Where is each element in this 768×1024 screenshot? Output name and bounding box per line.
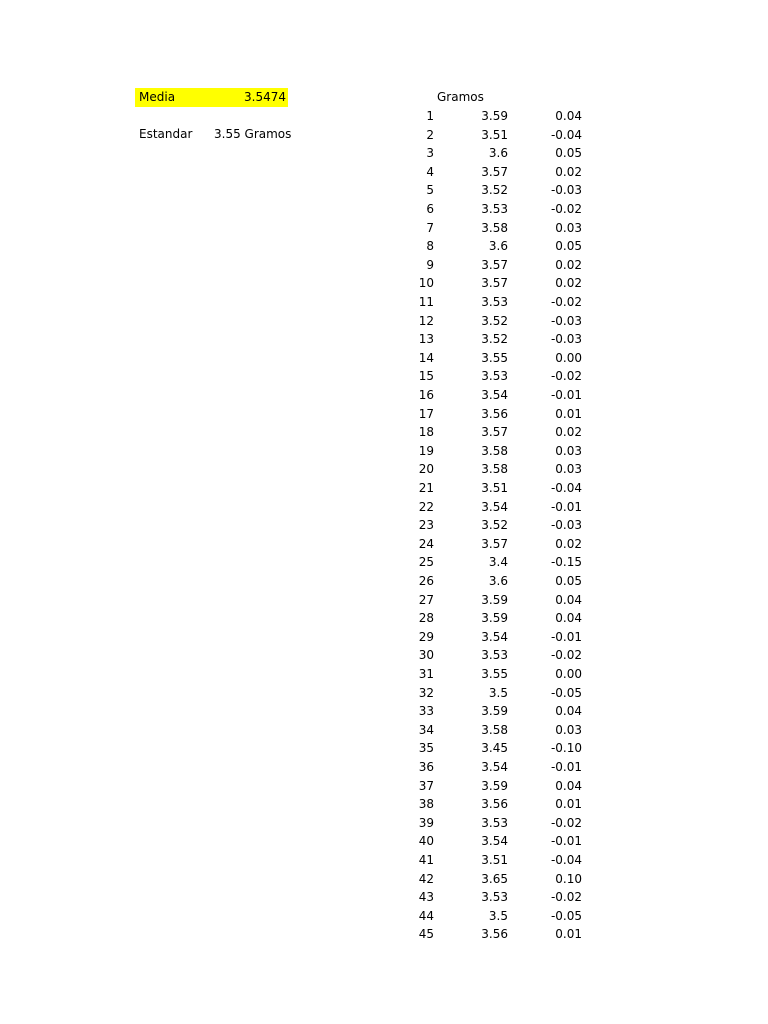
table-row <box>0 628 768 647</box>
table-row <box>0 144 768 163</box>
table-row <box>0 851 768 870</box>
row-grams-value: 3.58 <box>481 722 508 737</box>
row-index: 23 <box>418 518 434 533</box>
row-index: 39 <box>418 815 434 830</box>
table-row <box>0 200 768 219</box>
table-row <box>0 516 768 535</box>
row-deviation: -0.04 <box>550 853 582 867</box>
row-deviation: 0.04 <box>555 778 582 793</box>
row-deviation: 0.03 <box>555 443 582 458</box>
media-label: Media <box>139 90 176 104</box>
row-deviation: -0.10 <box>550 741 582 756</box>
table-row <box>0 181 768 200</box>
row-grams-value: 3.57 <box>481 536 508 551</box>
row-deviation: -0.01 <box>550 499 582 514</box>
table-row <box>0 126 768 145</box>
table-row <box>0 386 768 405</box>
row-deviation: 0.01 <box>555 406 582 421</box>
table-row <box>0 219 768 238</box>
row-deviation: -0.03 <box>550 332 582 347</box>
table-row <box>0 684 768 703</box>
table-row <box>0 907 768 926</box>
row-index: 34 <box>418 722 434 737</box>
table-row <box>0 665 768 684</box>
row-deviation: 0.02 <box>555 425 582 440</box>
row-deviation: 0.05 <box>555 574 582 588</box>
row-grams-value: 3.57 <box>481 164 508 179</box>
row-index: 22 <box>418 499 434 514</box>
table-row <box>0 442 768 461</box>
table-row <box>0 758 768 777</box>
row-index: 14 <box>418 350 434 365</box>
row-deviation: -0.02 <box>550 369 582 384</box>
row-deviation: 0.05 <box>555 239 582 254</box>
row-grams-value: 3.53 <box>481 815 508 830</box>
row-grams-value: 3.45 <box>481 741 508 756</box>
row-grams-value: 3.55 <box>481 667 508 681</box>
row-index: 15 <box>418 369 434 384</box>
row-grams-value: 3.56 <box>481 797 508 812</box>
row-index: 31 <box>418 667 434 681</box>
table-row <box>0 293 768 312</box>
row-deviation: -0.02 <box>550 890 582 905</box>
table-row <box>0 367 768 386</box>
row-index: 37 <box>418 778 434 793</box>
row-grams-value: 3.6 <box>488 574 508 588</box>
estandar-value: 3.55 Gramos <box>214 127 292 141</box>
row-deviation: 0.10 <box>555 871 582 886</box>
row-grams-value: 3.58 <box>481 462 508 477</box>
table-row <box>0 777 768 796</box>
table-row <box>0 535 768 554</box>
row-deviation: 0.04 <box>555 704 582 719</box>
row-index: 43 <box>418 890 434 905</box>
table-row <box>0 107 768 126</box>
row-deviation: 0.01 <box>555 797 582 812</box>
row-index: 16 <box>418 388 434 402</box>
row-index: 13 <box>418 332 434 347</box>
table-row <box>0 312 768 331</box>
row-index: 27 <box>418 592 434 607</box>
table-row <box>0 702 768 721</box>
row-grams-value: 3.52 <box>481 518 508 533</box>
row-grams-value: 3.57 <box>481 257 508 272</box>
row-index: 42 <box>418 871 434 886</box>
table-row <box>0 553 768 572</box>
row-index: 20 <box>418 462 434 477</box>
table-row <box>0 274 768 293</box>
column-header-gramos: Gramos <box>437 90 484 104</box>
estandar-label: Estandar <box>139 127 193 141</box>
row-deviation: -0.03 <box>550 313 582 328</box>
row-index: 6 <box>426 202 434 216</box>
row-index: 25 <box>418 555 434 570</box>
row-index: 2 <box>426 127 434 142</box>
row-deviation: -0.15 <box>550 555 582 570</box>
row-grams-value: 3.54 <box>481 388 508 402</box>
row-index: 5 <box>426 183 434 198</box>
row-index: 41 <box>418 853 434 867</box>
row-grams-value: 3.51 <box>481 127 508 142</box>
row-grams-value: 3.53 <box>481 648 508 663</box>
table-row <box>0 256 768 275</box>
table-row <box>0 609 768 628</box>
row-deviation: -0.01 <box>550 760 582 774</box>
row-index: 32 <box>418 685 434 700</box>
table-row <box>0 163 768 182</box>
row-grams-value: 3.51 <box>481 481 508 495</box>
row-deviation: 0.03 <box>555 462 582 477</box>
row-grams-value: 3.52 <box>481 313 508 328</box>
row-grams-value: 3.52 <box>481 183 508 198</box>
row-deviation: -0.05 <box>550 685 582 700</box>
row-grams-value: 3.57 <box>481 425 508 440</box>
table-row <box>0 572 768 591</box>
row-index: 10 <box>418 276 434 291</box>
row-grams-value: 3.53 <box>481 295 508 309</box>
row-index: 3 <box>426 146 434 161</box>
row-index: 18 <box>418 425 434 440</box>
row-grams-value: 3.55 <box>481 350 508 365</box>
row-deviation: -0.02 <box>550 648 582 663</box>
row-index: 19 <box>418 443 434 458</box>
row-deviation: -0.03 <box>550 518 582 533</box>
table-row <box>0 739 768 758</box>
row-index: 11 <box>418 295 434 309</box>
table-row <box>0 237 768 256</box>
row-deviation: 0.04 <box>555 109 582 123</box>
row-grams-value: 3.59 <box>481 778 508 793</box>
row-index: 8 <box>426 239 434 254</box>
table-row <box>0 870 768 889</box>
row-grams-value: 3.5 <box>488 908 508 923</box>
row-grams-value: 3.54 <box>481 629 508 644</box>
row-deviation: -0.01 <box>550 629 582 644</box>
row-deviation: 0.02 <box>555 536 582 551</box>
table-row <box>0 330 768 349</box>
row-index: 45 <box>418 927 434 942</box>
row-grams-value: 3.52 <box>481 332 508 347</box>
row-grams-value: 3.5 <box>488 685 508 700</box>
row-index: 44 <box>418 908 434 923</box>
row-deviation: 0.04 <box>555 611 582 626</box>
table-row <box>0 646 768 665</box>
row-grams-value: 3.53 <box>481 369 508 384</box>
row-grams-value: 3.54 <box>481 834 508 849</box>
row-index: 26 <box>418 574 434 588</box>
row-deviation: -0.05 <box>550 908 582 923</box>
row-grams-value: 3.59 <box>481 611 508 626</box>
table-row <box>0 405 768 424</box>
row-deviation: 0.05 <box>555 146 582 161</box>
row-index: 28 <box>418 611 434 626</box>
row-index: 4 <box>426 164 434 179</box>
row-deviation: 0.02 <box>555 276 582 291</box>
row-deviation: 0.02 <box>555 164 582 179</box>
row-deviation: 0.03 <box>555 722 582 737</box>
row-grams-value: 3.57 <box>481 276 508 291</box>
table-row <box>0 349 768 368</box>
row-grams-value: 3.59 <box>481 592 508 607</box>
row-index: 36 <box>418 760 434 774</box>
table-row <box>0 591 768 610</box>
row-grams-value: 3.4 <box>488 555 508 570</box>
table-row <box>0 795 768 814</box>
row-grams-value: 3.58 <box>481 220 508 235</box>
row-index: 33 <box>418 704 434 719</box>
row-index: 9 <box>426 257 434 272</box>
row-index: 12 <box>418 313 434 328</box>
row-index: 17 <box>418 406 434 421</box>
media-value: 3.5474 <box>244 90 286 104</box>
row-deviation: -0.02 <box>550 815 582 830</box>
row-grams-value: 3.65 <box>481 871 508 886</box>
table-row <box>0 832 768 851</box>
row-index: 1 <box>426 109 434 123</box>
table-row <box>0 460 768 479</box>
row-grams-value: 3.56 <box>481 406 508 421</box>
row-index: 24 <box>418 536 434 551</box>
row-grams-value: 3.59 <box>481 704 508 719</box>
row-grams-value: 3.53 <box>481 890 508 905</box>
row-grams-value: 3.56 <box>481 927 508 942</box>
row-deviation: 0.03 <box>555 220 582 235</box>
row-deviation: 0.00 <box>555 667 582 681</box>
row-deviation: -0.02 <box>550 295 582 309</box>
table-row <box>0 479 768 498</box>
table-row <box>0 925 768 944</box>
row-index: 7 <box>426 220 434 235</box>
row-grams-value: 3.6 <box>488 239 508 254</box>
table-row <box>0 721 768 740</box>
row-deviation: -0.04 <box>550 127 582 142</box>
row-index: 21 <box>418 481 434 495</box>
row-grams-value: 3.54 <box>481 499 508 514</box>
row-index: 30 <box>418 648 434 663</box>
row-deviation: -0.01 <box>550 388 582 402</box>
row-deviation: 0.00 <box>555 350 582 365</box>
row-deviation: -0.02 <box>550 202 582 216</box>
row-grams-value: 3.54 <box>481 760 508 774</box>
table-row <box>0 888 768 907</box>
row-deviation: -0.03 <box>550 183 582 198</box>
table-row <box>0 814 768 833</box>
row-index: 38 <box>418 797 434 812</box>
row-deviation: -0.04 <box>550 481 582 495</box>
row-grams-value: 3.59 <box>481 109 508 123</box>
row-grams-value: 3.58 <box>481 443 508 458</box>
table-row <box>0 423 768 442</box>
row-deviation: 0.04 <box>555 592 582 607</box>
row-grams-value: 3.51 <box>481 853 508 867</box>
row-grams-value: 3.6 <box>488 146 508 161</box>
row-deviation: 0.02 <box>555 257 582 272</box>
row-index: 29 <box>418 629 434 644</box>
table-row <box>0 498 768 517</box>
row-deviation: 0.01 <box>555 927 582 942</box>
row-deviation: -0.01 <box>550 834 582 849</box>
row-index: 40 <box>418 834 434 849</box>
row-grams-value: 3.53 <box>481 202 508 216</box>
row-index: 35 <box>418 741 434 756</box>
